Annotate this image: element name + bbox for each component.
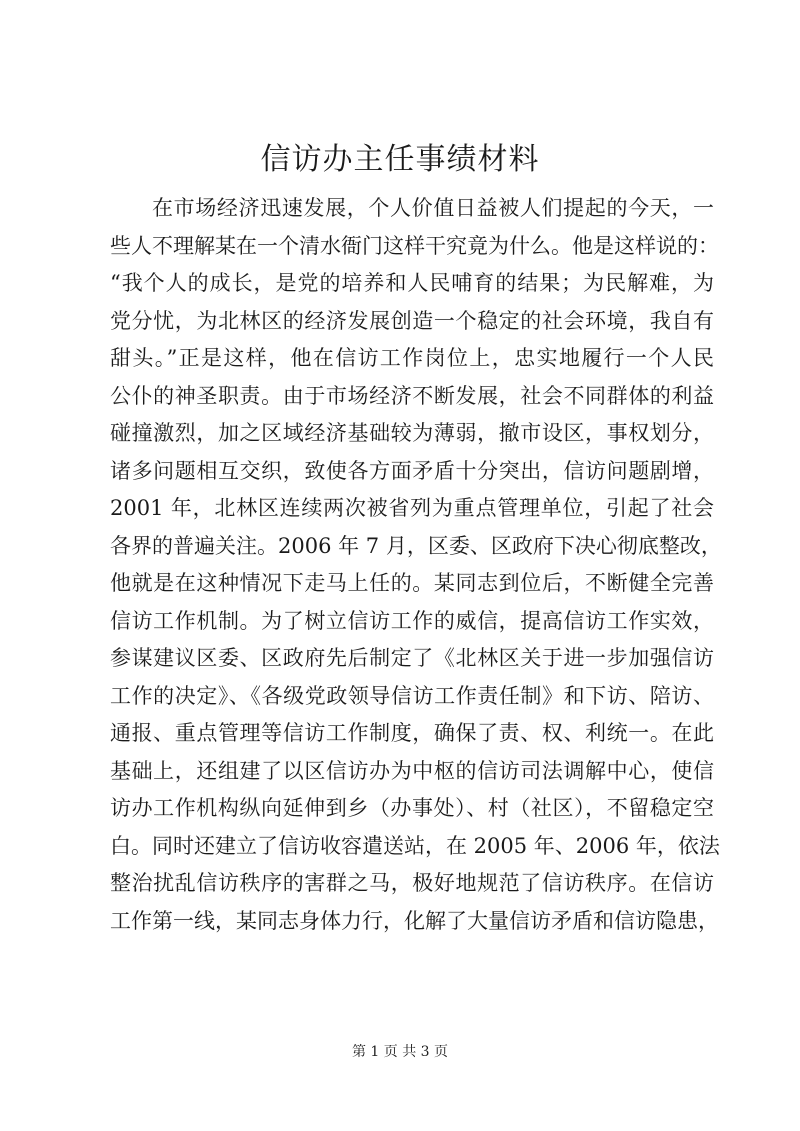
body-line: 碰撞激烈，加之区域经济基础较为薄弱，撤市设区，事权划分， (110, 421, 714, 445)
body-line: 参谋建议区委、区政府先后制定了《北林区关于进一步加强信访 (110, 646, 714, 670)
body-line: 他就是在这种情况下走马上任的。某同志到位后，不断健全完善 (110, 571, 714, 595)
body-line: 些人不理解某在一个清水衙门这样干究竟为什么。他是这样说的： (110, 233, 719, 258)
body-line: 白。同时还建立了信访收容遣送站，在 2005 年、2006 年，依法 (110, 833, 720, 858)
document-title: 信访办主任事绩材料 (260, 142, 540, 177)
body-line: 诸多问题相互交织，致使各方面矛盾十分突出，信访问题剧增， (110, 458, 714, 483)
body-line: 基础上，还组建了以区信访办为中枢的信访司法调解中心，使信 (110, 758, 714, 783)
body-line: 甜头。”正是这样，他在信访工作岗位上，忠实地履行一个人民 (110, 346, 714, 370)
body-line: 在市场经济迅速发展，个人价值日益被人们提起的今天，一 (152, 196, 714, 220)
body-line: 通报、重点管理等信访工作制度，确保了责、权、利统一。在此 (110, 721, 714, 745)
body-line: 工作第一线，某同志身体力行，化解了大量信访矛盾和信访隐患， (110, 908, 719, 933)
body-line: 访办工作机构纵向延伸到乡（办事处）、村（社区），不留稳定空 (110, 796, 714, 820)
document-body (110, 190, 722, 940)
body-line: 各界的普遍关注。2006 年 7 月，区委、区政府下决心彻底整改， (110, 533, 722, 558)
body-line: “我个人的成长，是党的培养和人民哺育的结果；为民解难，为 (110, 271, 714, 295)
body-line: 工作的决定》、《各级党政领导信访工作责任制》和下访、陪访、 (110, 683, 714, 708)
body-line: 党分忧，为北林区的经济发展创造一个稳定的社会环境，我自有 (110, 308, 714, 333)
body-line: 整治扰乱信访秩序的害群之马，极好地规范了信访秩序。在信访 (110, 871, 714, 895)
body-line: 2001 年，北林区连续两次被省列为重点管理单位，引起了社会 (110, 496, 714, 520)
body-line: 公仆的神圣职责。由于市场经济不断发展，社会不同群体的利益 (110, 383, 714, 408)
page-footer: 第 1 页 共 3 页 (351, 1044, 449, 1060)
body-line: 信访工作机制。为了树立信访工作的威信，提高信访工作实效， (110, 608, 714, 633)
